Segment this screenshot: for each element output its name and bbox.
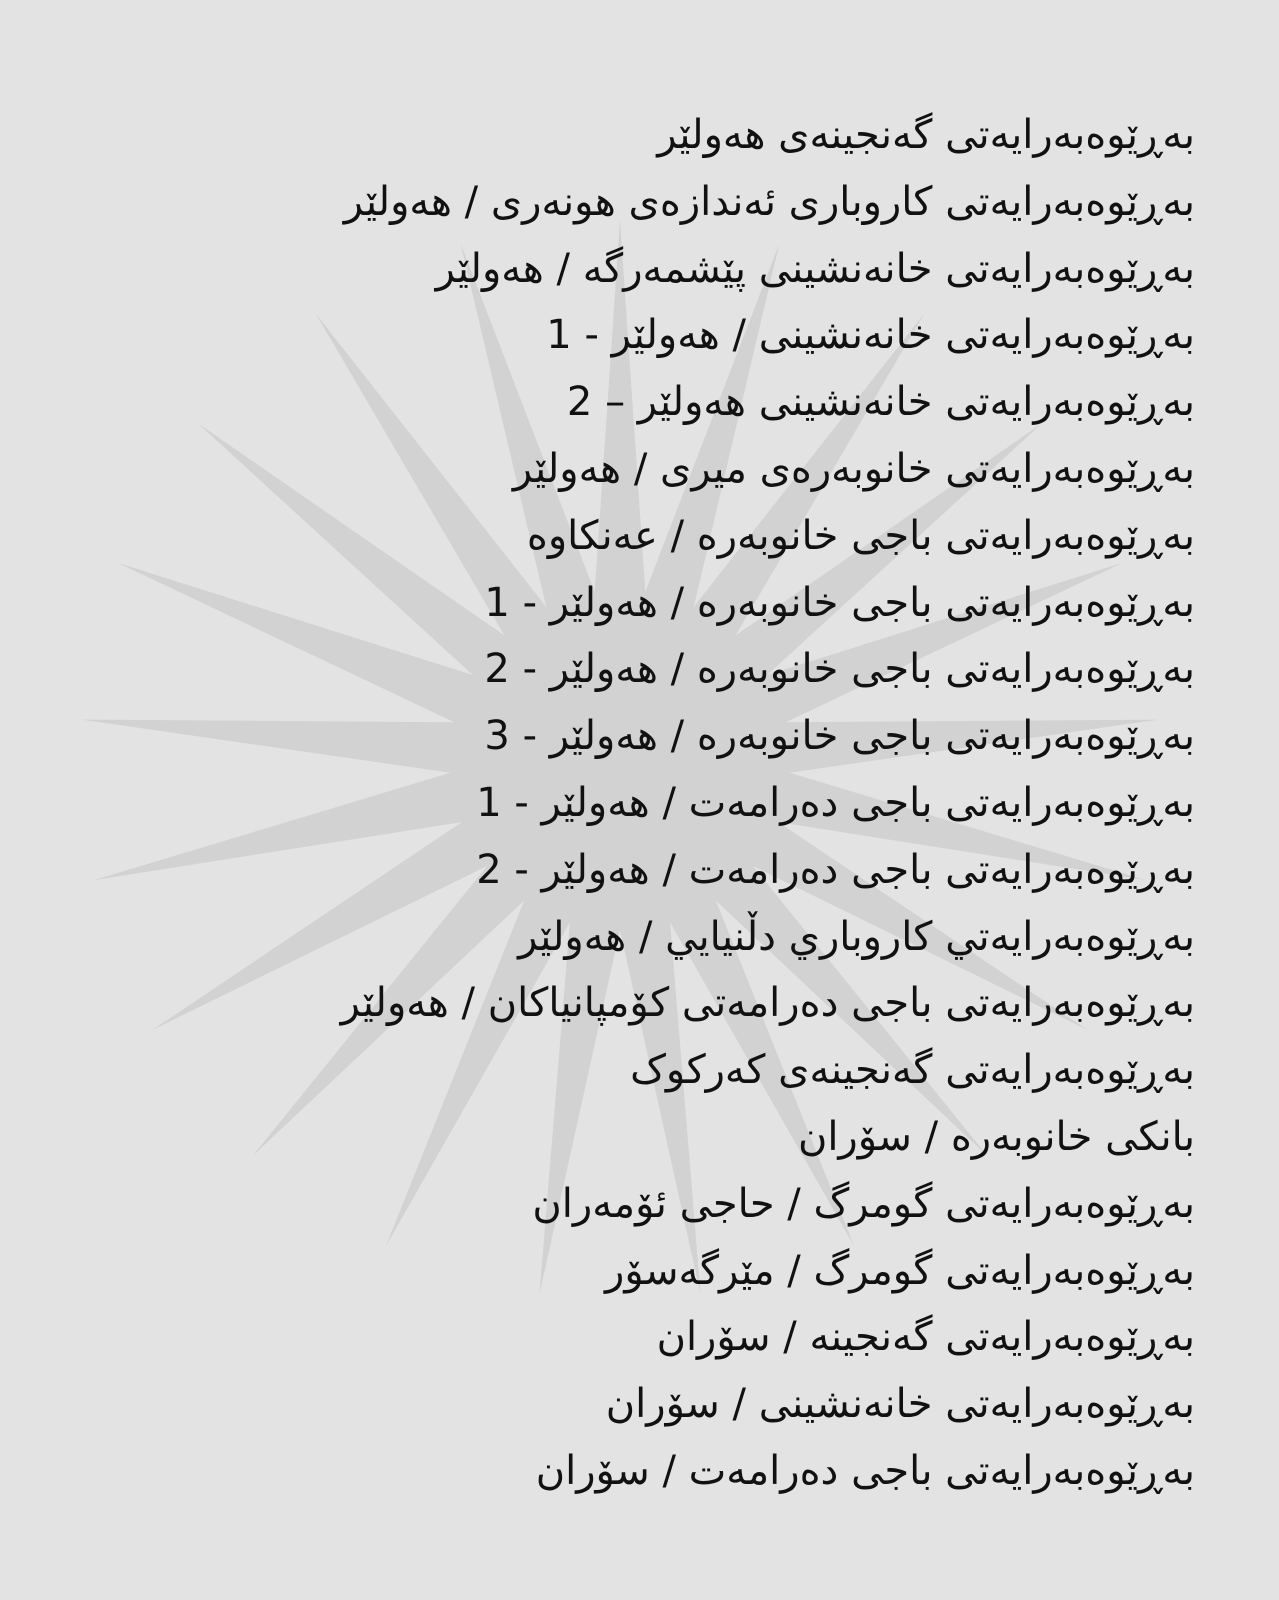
list-item: بەڕێوەبەرایەتی خانەنشینی / سۆران xyxy=(605,1381,1195,1428)
list-item: بەڕێوەبەرایەتی خانەنشینی هەولێر – 2 xyxy=(566,379,1195,426)
list-item: بەڕێوەبەرایەتی باجی خانوبەرە / هەولێر - 1 xyxy=(484,579,1195,626)
list-item: بەڕێوەبەرایەتی خانەنشینی / هەولێر - 1 xyxy=(546,312,1195,359)
list-item: بەڕێوەبەرایەتی باجی دەرامەتی کۆمپانیاکان / هەولێر xyxy=(340,980,1195,1027)
list-item: بەڕێوەبەرایەتی کاروباری ئەندازەی هونەری / هەولێر xyxy=(343,178,1195,225)
list-item: بەڕێوەبەرایەتی گومرگ / حاجی ئۆمەران xyxy=(532,1180,1195,1227)
list-item: بەڕێوەبەرایەتی باجی دەرامەت / سۆران xyxy=(535,1447,1195,1494)
list-item: بانکی خانوبەرە / سۆران xyxy=(797,1113,1195,1160)
list-item: بەڕێوەبەرایەتی باجی دەرامەت / هەولێر - 1 xyxy=(476,779,1195,826)
list-item: بەڕێوەبەرایەتی خانەنشینی پێشمەرگە / هەولێر xyxy=(435,245,1195,292)
list-item: بەڕێوەبەرایەتی باجی خانوبەرە / عەنکاوە xyxy=(526,512,1195,559)
list-item: بەڕێوەبەرایەتی خانوبەرەی میری / هەولێر xyxy=(512,445,1195,492)
directorate-list xyxy=(145,102,1195,1505)
list-item: بەڕێوەبەرایەتی گەنجینەی کەرکوک xyxy=(630,1047,1195,1094)
list-item: بەڕێوەبەرایەتی باجی خانوبەرە / هەولێر - 3 xyxy=(484,713,1195,760)
list-item: بەڕێوەبەرایەتی گەنجینە / سۆران xyxy=(656,1314,1195,1361)
list-item: بەڕێوەبەرایەتي کاروباري دڵنیایي / هەولێر xyxy=(518,913,1195,960)
list-item: بەڕێوەبەرایەتی باجی دەرامەت / هەولێر - 2 xyxy=(476,846,1195,893)
list-item: بەڕێوەبەرایەتی باجی خانوبەرە / هەولێر - 2 xyxy=(484,646,1195,693)
list-item: بەڕێوەبەرایەتی گومرگ / مێرگەسۆر xyxy=(605,1247,1195,1294)
list-item: بەڕێوەبەرایەتی گەنجینەی هەولێر xyxy=(657,112,1195,158)
